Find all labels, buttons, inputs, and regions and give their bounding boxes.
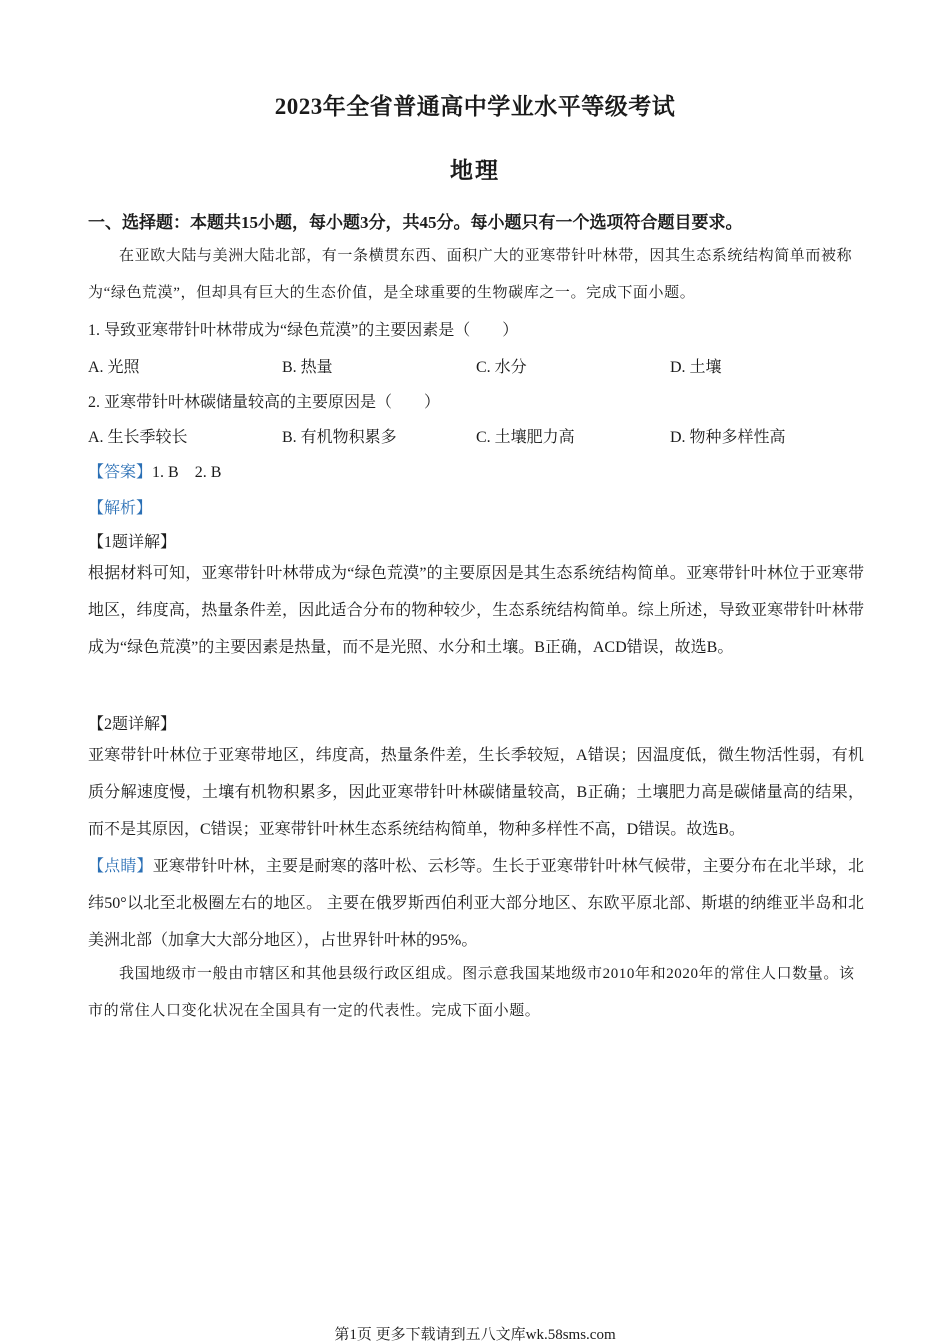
material-passage-2: 我国地级市一般由市辖区和其他县级行政区组成。图示意我国某地级市2010年和2020年的常住人口数量。该市的常住人口变化状况在全国具有一定的代表性。完成下面小题。 <box>88 966 855 1019</box>
question-2-option-c: C. 土壤肥力高 <box>476 429 575 446</box>
answer-text: 1. B 2. B <box>152 464 222 481</box>
tip-text: 亚寒带针叶林，主要是耐寒的落叶松、云杉等。生长于亚寒带针叶林气候带，主要分布在北半球，北纬50°以北至北极圈左右的地区。 主要在俄罗斯西伯利亚大部分地区、东欧平原北部、斯堪的纳维亚半岛和北美洲北部（加拿大大部分地区），占世界针叶林的95%。 <box>88 858 864 949</box>
question-1-option-b: B. 热量 <box>282 359 333 376</box>
question-2-option-b: B. 有机物积累多 <box>282 429 397 446</box>
analysis-tag: 【解析】 <box>88 500 153 517</box>
question-2-option-d: D. 物种多样性高 <box>670 429 786 446</box>
page-footer: 第1页 更多下载请到五八文库wk.58sms.com <box>334 1327 616 1343</box>
detail-2-text: 亚寒带针叶林位于亚寒带地区，纬度高，热量条件差，生长季较短，A错误；因温度低，微生物活性弱，有机质分解速度慢，土壤有机物积累多，因此亚寒带针叶林碳储量较高，B正确；土壤肥力高是碳储量高的结果，而不是其原因，C错误；亚寒带针叶林生态系统结构简单，物种多样性不高，D错误。故选B。 <box>88 747 864 838</box>
question-1-option-a: A. 光照 <box>88 359 140 376</box>
question-1-option-c: C. 水分 <box>476 359 527 376</box>
question-2-stem: 2. 亚寒带针叶林碳储量较高的主要原因是（ ） <box>88 394 441 411</box>
tip-tag: 【点睛】 <box>88 858 153 875</box>
tip-paragraph <box>88 848 864 959</box>
subject-title: 地理 <box>450 158 500 183</box>
answer-line <box>88 459 221 482</box>
question-2-option-a: A. 生长季较长 <box>88 429 188 446</box>
exam-title: 2023年全省普通高中学业水平等级考试 <box>274 94 676 119</box>
question-1-stem: 1. 导致亚寒带针叶林带成为“绿色荒漠”的主要因素是（ ） <box>88 322 519 339</box>
answer-tag: 【答案】 <box>88 464 153 481</box>
section-heading: 一、选择题：本题共15小题，每小题3分，共45分。每小题只有一个选项符合题目要求。 <box>88 213 743 232</box>
detail-1-text: 根据材料可知，亚寒带针叶林带成为“绿色荒漠”的主要原因是其生态系统结构简单。亚寒带针叶林位于亚寒带地区，纬度高，热量条件差，因此适合分布的物种较少，生态系统结构简单。综上所述，导致亚寒带针叶林带成为“绿色荒漠”的主要因素是热量，而不是光照、水分和土壤。B正确，ACD错误，故选B。 <box>88 565 864 656</box>
material-passage-1: 在亚欧大陆与美洲大陆北部，有一条横贯东西、面积广大的亚寒带针叶林带，因其生态系统结构简单而被称为“绿色荒漠”，但却具有巨大的生态价值，是全球重要的生物碳库之一。完成下面小题。 <box>88 248 853 301</box>
analysis-line <box>88 495 152 518</box>
detail-1-label: 【1题详解】 <box>88 534 177 551</box>
question-1-option-d: D. 土壤 <box>670 359 722 376</box>
detail-2-label: 【2题详解】 <box>88 716 177 733</box>
